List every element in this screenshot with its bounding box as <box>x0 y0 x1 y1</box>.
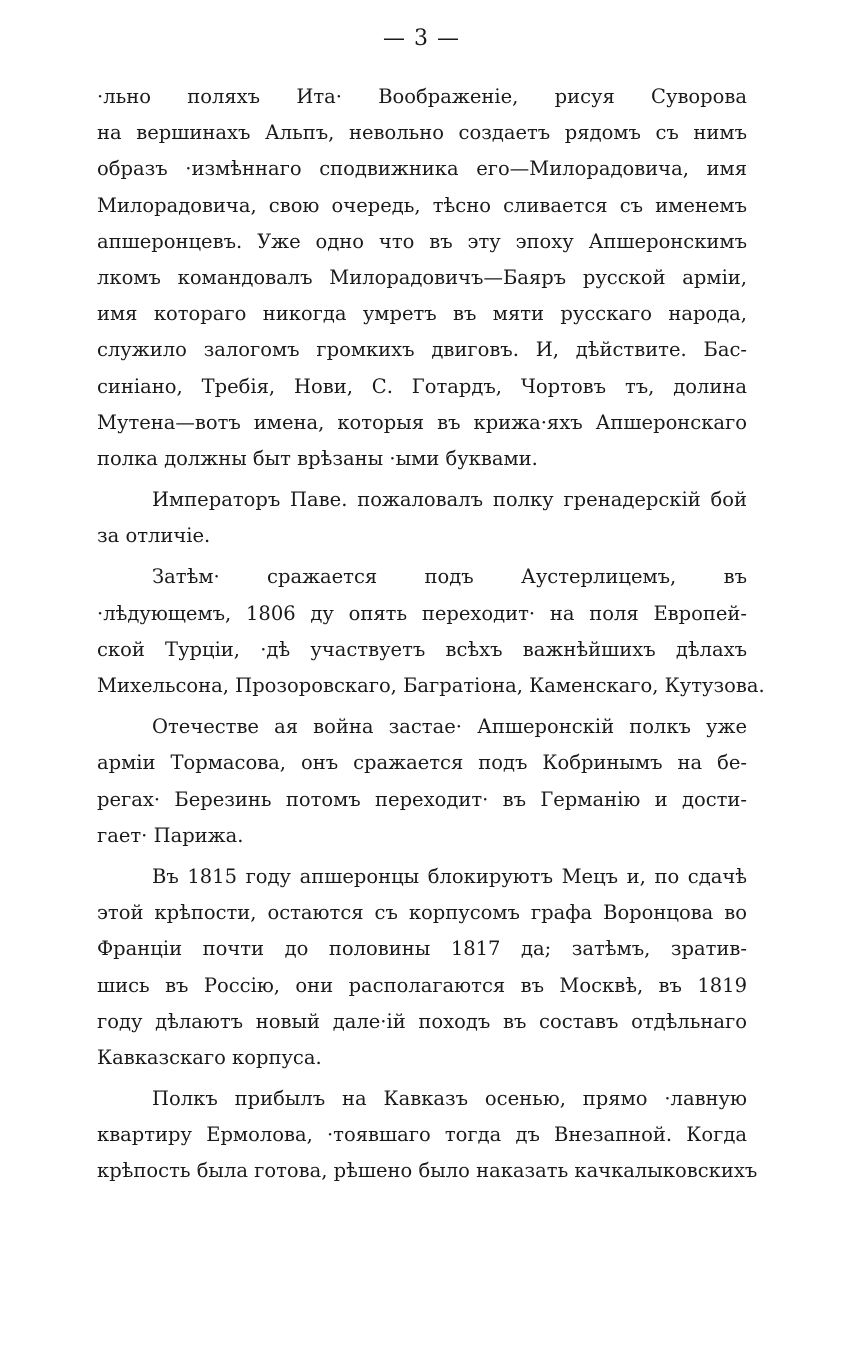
text-line: синiано, Требiя, Нови, С. Готардъ, Чортовъ тъ, долина <box>97 374 747 398</box>
text-line: ·лѣдующемъ, 1806 ду опять переходит· на поля Европей- <box>97 601 747 625</box>
text-line: шись въ Россiю, они располагаются въ Москвѣ, въ 1819 <box>97 973 747 997</box>
text-line: году дѣлаютъ новый дале·iй походъ въ составъ отдѣльнаго <box>97 1009 747 1033</box>
text-line: Милорадовича, свою очередь, тѣсно сливается съ именемъ <box>97 193 747 217</box>
text-line: гает· Парижа. <box>97 823 244 847</box>
text-line: за отличiе. <box>97 524 211 548</box>
text-line: Затѣм· сражается подъ Аустерлицемъ, въ <box>152 565 747 589</box>
text-line: ской Турцiи, ·дѣ участвуетъ всѣхъ важнѣйшихъ дѣлахъ <box>97 637 747 661</box>
text-line: имя котораго никогда умретъ въ мяти русскаго народа, <box>97 302 747 326</box>
text-line: Полкъ прибылъ на Кавказъ осенью, прямо ·лавную <box>152 1087 747 1111</box>
text-line: этой крѣпости, остаются съ корпусомъ графа Воронцова во <box>97 901 747 925</box>
text-line: образъ ·измѣннаго сподвижника его—Милорадовича, имя <box>97 157 747 181</box>
text-line: Кавказскаго корпуса. <box>97 1045 322 1069</box>
page-text <box>97 79 765 1190</box>
text-line: апшеронцевъ. Уже одно что въ эту эпоху Апшеронскимъ <box>97 229 747 253</box>
text-line: полка должны быт врѣзаны ·ыми буквами. <box>97 446 538 470</box>
text-line: лкомъ командовалъ Милорадовичъ—Баяръ русской армiи, <box>97 265 747 289</box>
text-line: регах· Березинь потомъ переходит· въ Германiю и дости- <box>97 787 747 811</box>
text-line: Михельсона, Прозоровскаго, Багратiона, Каменскаго, Кутузова. <box>97 674 765 697</box>
text-line: Отечестве ая война застае· Апшеронскiй полкъ уже <box>152 715 747 739</box>
text-line: Францiи почти до половины 1817 да; затѣмъ, зратив- <box>97 937 747 961</box>
text-line: крѣпость была готова, рѣшено было наказать качкалыковскихъ <box>97 1159 758 1183</box>
text-line: служило залогомъ громкихъ двиговъ. И, дѣйствите. Бас- <box>97 338 747 362</box>
text-line: Мутена—вотъ имена, которыя въ крижа·яхъ Апшеронскаго <box>97 410 747 434</box>
text-line: Императоръ Паве. пожаловалъ полку гренадерскiй бой <box>152 488 747 512</box>
text-line: на вершинахъ Альпъ, невольно создаетъ рядомъ съ нимъ <box>97 121 747 145</box>
page-number: — 3 — <box>383 26 460 51</box>
text-line: армiи Тормасова, онъ сражается подъ Кобринымъ на бе- <box>97 751 747 775</box>
text-line: ·льно поляхъ Ита· Воображенiе, рисуя Суворова <box>97 85 747 108</box>
text-line: Въ 1815 году апшеронцы блокируютъ Мецъ и, по сдачѣ <box>152 864 747 888</box>
text-line: квартиру Ермолова, ·тоявшаго тогда дъ Внезапной. Когда <box>97 1123 747 1147</box>
